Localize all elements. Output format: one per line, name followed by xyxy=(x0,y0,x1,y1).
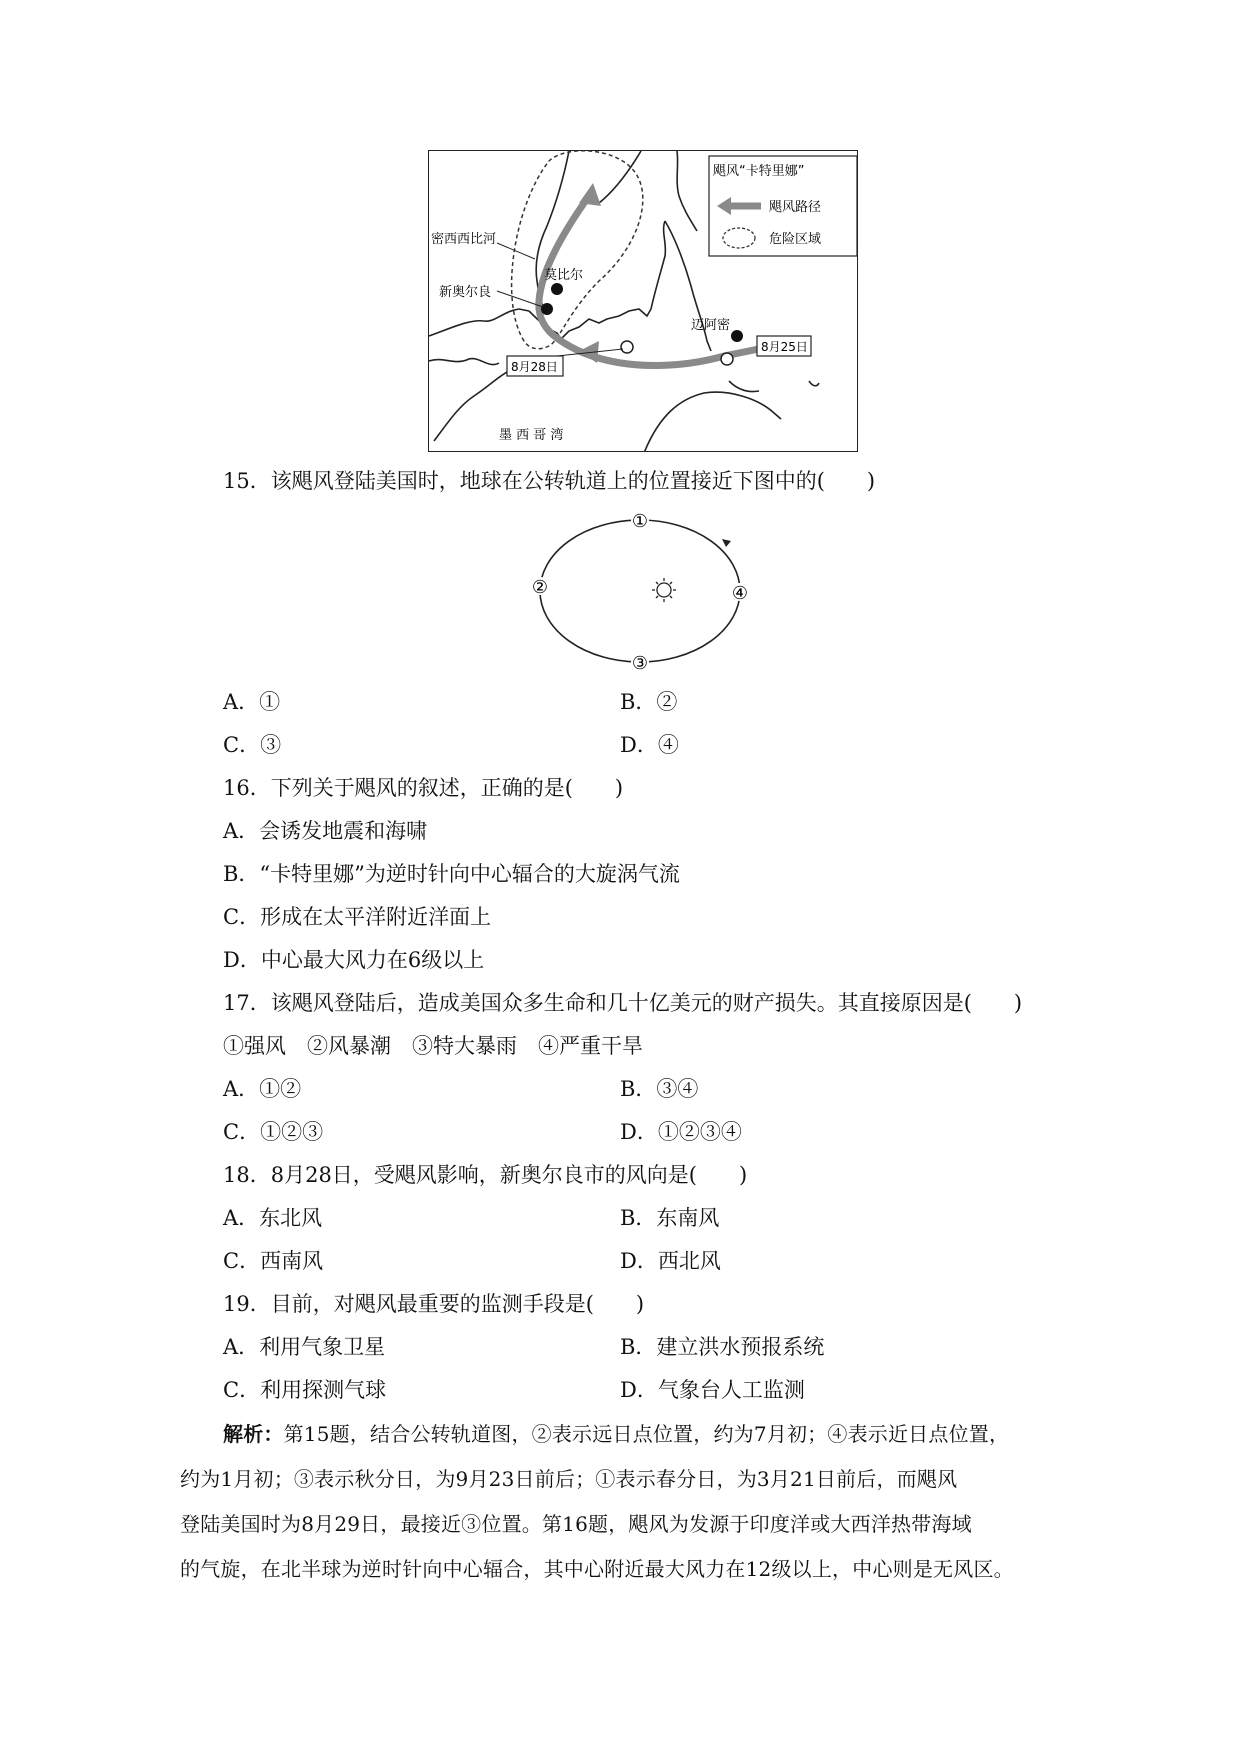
q18-option-a[interactable]: A．东北风 xyxy=(223,1206,323,1230)
analysis-label: 解析： xyxy=(223,1422,284,1446)
orbit-position-4 xyxy=(731,583,749,604)
q18-option-c[interactable]: C．西南风 xyxy=(223,1249,324,1273)
orbit-label-3: ③ xyxy=(631,653,649,674)
analysis-line-3: 登陆美国时为8月29日，最接近③位置。第16题，飓风为发源于印度洋或大西洋热带海域 xyxy=(180,1512,972,1536)
q19-option-a[interactable]: A．利用气象卫星 xyxy=(223,1335,386,1359)
map-legend xyxy=(709,156,857,256)
legend-danger-label: 危险区域 xyxy=(769,232,822,247)
orbit-diagram xyxy=(520,505,760,677)
question-19: 19．目前，对飓风最重要的监测手段是( ) xyxy=(223,1292,645,1316)
q19-option-c[interactable]: C．利用探测气球 xyxy=(223,1378,387,1402)
orbit-label-2: ② xyxy=(531,577,549,598)
city-miami-label: 迈阿密 xyxy=(691,318,731,333)
q15-option-c[interactable]: C．③ xyxy=(223,733,282,757)
city-mobile-label: 莫比尔 xyxy=(544,268,584,283)
orbit-position-2 xyxy=(531,577,549,598)
analysis-line-2: 约为1月初；③表示秋分日，为9月23日前后；①表示春分日，为3月21日前后，而飓风 xyxy=(180,1467,958,1491)
analysis-line-4: 的气旋，在北半球为逆时针向中心辐合，其中心附近最大风力在12级以上，中心则是无风区。 xyxy=(180,1557,1014,1581)
orbit-svg xyxy=(520,505,760,677)
q16-option-d[interactable]: D．中心最大风力在6级以上 xyxy=(223,948,485,972)
question-18: 18．8月28日，受飓风影响，新奥尔良市的风向是( ) xyxy=(223,1163,748,1187)
legend-title: 飓风“卡特里娜” xyxy=(713,164,805,179)
gulf-label: 墨 西 哥 湾 xyxy=(499,428,564,443)
date-end-label: 8月28日 xyxy=(511,360,558,374)
orbit-label-1: ① xyxy=(631,511,649,532)
danger-zone xyxy=(512,151,643,349)
question-17: 17．该飓风登陆后，造成美国众多生命和几十亿美元的财产损失。其直接原因是( ) xyxy=(223,991,1023,1015)
hurricane-map-svg xyxy=(429,151,858,452)
river-label: 密西西比河 xyxy=(431,232,497,247)
orbit-direction-arrow xyxy=(722,539,731,547)
q17-option-d[interactable]: D．①②③④ xyxy=(620,1120,742,1144)
q16-option-c[interactable]: C．形成在太平洋附近洋面上 xyxy=(223,905,492,929)
q17-option-c[interactable]: C．①②③ xyxy=(223,1120,324,1144)
analysis-text-1: 第15题，结合公转轨道图，②表示远日点位置，约为7月初；④表示近日点位置， xyxy=(283,1422,1010,1446)
orbit-label-4: ④ xyxy=(731,583,749,604)
river-leader xyxy=(497,243,535,259)
city-new-orleans-label: 新奥尔良 xyxy=(439,285,492,300)
q16-option-b[interactable]: B．“卡特里娜”为逆时针向中心辐合的大旋涡气流 xyxy=(223,862,680,886)
q18-option-d[interactable]: D．西北风 xyxy=(620,1249,721,1273)
q15-option-d[interactable]: D．④ xyxy=(620,733,679,757)
q19-option-b[interactable]: B．建立洪水预报系统 xyxy=(620,1335,825,1359)
question-15: 15．该飓风登陆美国时，地球在公转轨道上的位置接近下图中的( ) xyxy=(223,469,876,493)
q15-option-a[interactable]: A．① xyxy=(223,690,281,714)
date-start-label: 8月25日 xyxy=(761,340,808,354)
city-new-orleans-dot xyxy=(541,303,553,315)
city-mobile-dot xyxy=(551,283,563,295)
q18-option-b[interactable]: B．东南风 xyxy=(620,1206,720,1230)
city-miami-dot xyxy=(731,330,743,342)
hurricane-map xyxy=(428,150,858,452)
q16-option-a[interactable]: A．会诱发地震和海啸 xyxy=(223,819,428,843)
legend-path-label: 飓风路径 xyxy=(769,200,822,215)
q17-statements: ①强风 ②风暴潮 ③特大暴雨 ④严重干旱 xyxy=(223,1034,643,1058)
analysis-line-1 xyxy=(223,1420,1065,1448)
question-16: 16．下列关于飓风的叙述，正确的是( ) xyxy=(223,776,624,800)
orbit-ellipse xyxy=(540,520,740,662)
sun-icon xyxy=(652,578,676,602)
q15-option-b[interactable]: B．② xyxy=(620,690,678,714)
q19-option-d[interactable]: D．气象台人工监测 xyxy=(620,1378,805,1402)
orbit-position-1 xyxy=(631,511,649,532)
path-arrowhead-north xyxy=(579,183,601,206)
position-aug25-marker xyxy=(721,353,733,365)
q17-option-a[interactable]: A．①② xyxy=(223,1077,302,1101)
orbit-position-3 xyxy=(631,653,649,674)
q17-option-b[interactable]: B．③④ xyxy=(620,1077,699,1101)
position-aug28-marker xyxy=(621,341,633,353)
